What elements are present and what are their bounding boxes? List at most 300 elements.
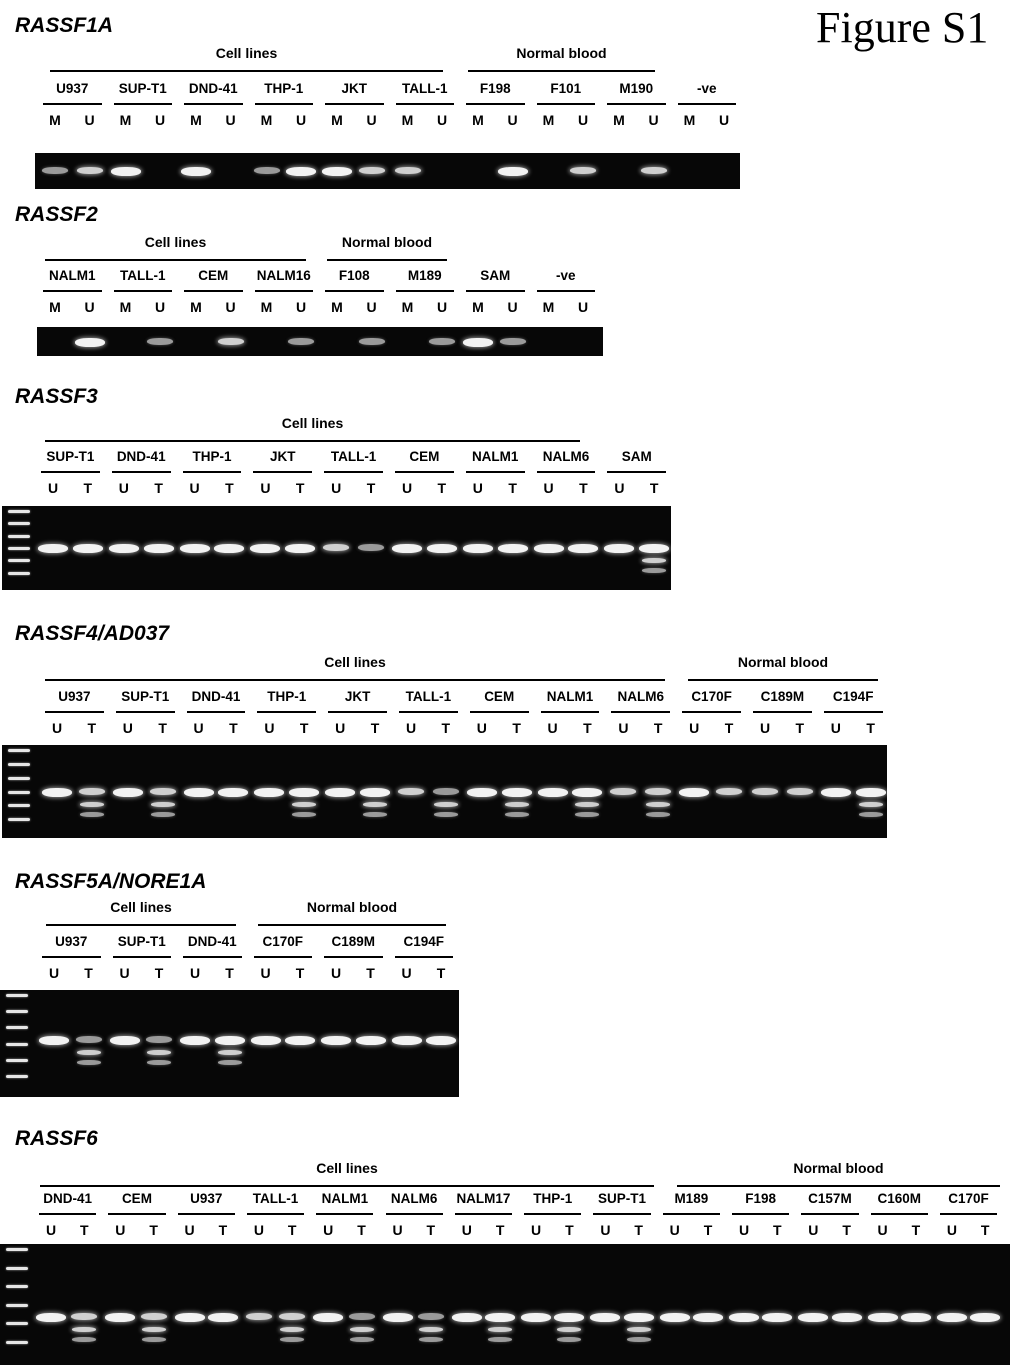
gel-band <box>323 544 349 551</box>
lane-sublabel: U <box>189 965 201 981</box>
lane-sublabel: U <box>193 720 204 736</box>
group-header <box>46 899 236 927</box>
lane-name: JKT <box>344 689 371 704</box>
group-bracket-line <box>50 70 443 72</box>
gel-band <box>142 1337 166 1342</box>
lane-sublabel: U <box>531 1222 542 1238</box>
lane-underline <box>257 711 316 713</box>
ladder-band <box>6 1043 28 1046</box>
lane-header <box>531 449 602 499</box>
lane-sublabel: M <box>401 299 414 315</box>
gel-band <box>292 812 316 817</box>
ladder-band <box>6 1341 28 1344</box>
gel-band <box>246 1313 272 1320</box>
lane-sublabel: U <box>331 480 342 496</box>
gel-band <box>141 1313 167 1320</box>
lane-sublabel: U <box>330 965 342 981</box>
gel-band <box>729 1313 759 1322</box>
lane-sublabel: T <box>83 480 93 496</box>
lane-underline <box>324 956 383 958</box>
gel-band <box>604 544 634 553</box>
lane-name: U937 <box>190 1191 223 1206</box>
lane-sublabel: U <box>366 112 377 128</box>
lane-sublabel: T <box>87 720 97 736</box>
lane-underline <box>466 290 525 292</box>
lane-sublabel: M <box>119 112 132 128</box>
ladder-band <box>6 994 28 997</box>
lane-sublabel: M <box>49 299 61 315</box>
group-header <box>45 234 306 262</box>
lane-name: NALM16 <box>256 268 311 283</box>
lane-underline <box>45 711 104 713</box>
gel-band <box>75 338 105 347</box>
lane-underline <box>43 290 102 292</box>
ladder-band <box>6 1010 28 1013</box>
ladder-band <box>6 1285 28 1288</box>
lane-header <box>380 1191 449 1241</box>
lane-sublabel: U <box>366 299 377 315</box>
panel-title: RASSF5A/NORE1A <box>15 870 207 893</box>
gel-band <box>505 802 529 807</box>
gel-band <box>832 1313 862 1322</box>
lane-sublabel: U <box>225 299 236 315</box>
gel-band <box>292 802 316 807</box>
lane-underline <box>247 1213 304 1215</box>
gel-band <box>488 1327 512 1332</box>
lane-sublabel: T <box>154 480 163 496</box>
gel-band <box>868 1313 898 1322</box>
lane-sublabel: U <box>877 1222 888 1238</box>
ladder-band <box>8 547 30 550</box>
gel-band <box>286 167 316 176</box>
lane-underline <box>178 1213 235 1215</box>
lane-sublabel: U <box>84 112 95 128</box>
lane-name: C170F <box>262 934 304 949</box>
lane-header <box>672 81 743 131</box>
gel-band <box>363 802 387 807</box>
group-label: Cell lines <box>144 234 207 250</box>
group-label: Cell lines <box>281 415 344 431</box>
gel-band <box>752 788 778 795</box>
gel-band <box>646 802 670 807</box>
gel-band <box>77 1060 101 1065</box>
gel-band <box>452 1313 482 1322</box>
group-header <box>50 45 443 73</box>
group-label: Cell lines <box>215 45 278 61</box>
group-label: Normal blood <box>737 654 829 670</box>
lane-header <box>35 449 106 499</box>
lane-name: JKT <box>341 81 367 96</box>
lane-sublabel: M <box>260 112 273 128</box>
ladder-band <box>6 1248 28 1251</box>
gel-band <box>646 812 670 817</box>
lane-sublabel: T <box>495 1222 505 1238</box>
lane-name: SUP-T1 <box>118 81 167 96</box>
lane-name: NALM17 <box>456 1191 511 1206</box>
gel-band <box>572 788 602 797</box>
panel-title: RASSF6 <box>15 1127 98 1150</box>
lane-underline <box>466 103 525 105</box>
lane-header <box>241 1191 310 1241</box>
lane-sublabel: U <box>184 1222 195 1238</box>
lane-underline <box>678 103 737 105</box>
lane-sublabel: U <box>45 1222 57 1238</box>
gel-band <box>821 788 851 797</box>
lane-header <box>33 1191 102 1241</box>
lane-header <box>531 268 602 318</box>
ladder-band <box>8 572 30 575</box>
gel-band <box>110 1036 140 1045</box>
lane-sublabel: M <box>260 299 273 315</box>
lane-header <box>106 449 177 499</box>
lane-name: SUP-T1 <box>46 449 95 464</box>
lane-name: DND-41 <box>188 81 238 96</box>
gel-band <box>557 1327 581 1332</box>
lane-name: TALL-1 <box>120 268 166 283</box>
gel-band <box>429 338 455 345</box>
lane-header <box>310 1191 379 1241</box>
lane-header <box>249 81 320 131</box>
lane-header <box>460 81 531 131</box>
lane-underline <box>116 711 175 713</box>
gel-band <box>349 1313 375 1320</box>
lane-sublabel: T <box>911 1222 921 1238</box>
group-header <box>45 415 580 443</box>
gel-band <box>111 167 141 176</box>
lane-sublabel: T <box>703 1222 713 1238</box>
lane-name: SAM <box>621 449 652 464</box>
lane-header <box>39 689 110 739</box>
lane-sublabel: T <box>84 965 93 981</box>
lane-header <box>587 1191 656 1241</box>
gel-band <box>498 544 528 553</box>
lane-name: NALM1 <box>321 1191 369 1206</box>
lane-header <box>390 268 461 318</box>
group-bracket-line <box>677 1185 1000 1187</box>
lane-sublabel: T <box>426 1222 436 1238</box>
figure-title: Figure S1 <box>816 3 989 52</box>
lane-underline <box>114 103 173 105</box>
gel-band <box>660 1313 690 1322</box>
gel-band <box>642 558 666 563</box>
lane-name: F198 <box>479 81 511 96</box>
gel-band <box>521 1313 551 1322</box>
gel-band <box>427 544 457 553</box>
gel-band <box>463 338 493 347</box>
gel-band <box>360 788 390 797</box>
gel-band <box>419 1327 443 1332</box>
lane-sublabel: U <box>335 720 346 736</box>
group-bracket-line <box>688 679 878 681</box>
lane-name: DND-41 <box>187 934 237 949</box>
lane-header <box>172 1191 241 1241</box>
lane-name: C189M <box>760 689 805 704</box>
gel-band <box>73 544 103 553</box>
gel-band <box>505 812 529 817</box>
gel-band <box>181 167 211 176</box>
lane-sublabel: U <box>808 1222 819 1238</box>
gel-band <box>434 802 458 807</box>
lane-name: DND-41 <box>116 449 166 464</box>
lane-name: F108 <box>338 268 370 283</box>
gel-band <box>42 788 72 797</box>
lane-header <box>247 449 318 499</box>
gel-band <box>38 544 68 553</box>
lane-header <box>605 689 676 739</box>
group-label: Cell lines <box>324 654 386 670</box>
lane-sublabel: M <box>401 112 414 128</box>
gel-image <box>2 745 887 838</box>
group-bracket-line <box>45 259 306 261</box>
gel-band <box>363 812 387 817</box>
lane-sublabel: T <box>579 480 588 496</box>
lane-header <box>393 689 464 739</box>
lane-underline <box>732 1213 789 1215</box>
lane-underline <box>112 471 171 473</box>
gel-band <box>693 1313 723 1322</box>
gel-band <box>359 338 385 345</box>
lane-sublabel: T <box>795 720 805 736</box>
lane-sublabel: M <box>613 112 625 128</box>
gel-band <box>642 568 666 573</box>
lane-underline <box>255 290 314 292</box>
lane-underline <box>470 711 529 713</box>
lane-underline <box>108 1213 165 1215</box>
group-header <box>258 899 446 927</box>
lane-underline <box>541 711 600 713</box>
lane-header <box>36 934 107 984</box>
lane-underline <box>524 1213 581 1215</box>
lane-header <box>531 81 602 131</box>
lane-header <box>747 689 818 739</box>
lane-underline <box>801 1213 858 1215</box>
lane-name: F198 <box>745 1191 777 1206</box>
lane-sublabel: U <box>118 480 129 496</box>
lane-sublabel: U <box>295 299 307 315</box>
gel-band <box>142 1327 166 1332</box>
gel-band <box>568 544 598 553</box>
lane-header <box>818 689 889 739</box>
lane-underline <box>682 711 741 713</box>
gel-band <box>39 1036 69 1045</box>
gel-band <box>538 788 568 797</box>
lane-underline <box>325 103 384 105</box>
gel-band <box>639 544 669 553</box>
lane-header <box>390 81 461 131</box>
gel-band <box>147 1050 171 1055</box>
lane-sublabel: T <box>229 720 238 736</box>
lane-sublabel: U <box>472 480 483 496</box>
lane-underline <box>466 471 525 473</box>
lane-sublabel: U <box>47 480 59 496</box>
lane-sublabel: T <box>773 1222 782 1238</box>
lane-header <box>322 689 393 739</box>
lane-sublabel: T <box>149 1222 158 1238</box>
lane-sublabel: U <box>830 720 841 736</box>
lane-sublabel: T <box>436 965 446 981</box>
ladder-band <box>8 763 30 766</box>
gel-band <box>498 167 528 176</box>
lane-sublabel: U <box>253 1222 264 1238</box>
lane-header <box>464 689 535 739</box>
lane-underline <box>254 956 313 958</box>
lane-sublabel: T <box>218 1222 228 1238</box>
lane-sublabel: U <box>154 299 166 315</box>
gel-band <box>356 1036 386 1045</box>
lane-sublabel: T <box>158 720 167 736</box>
gel-band <box>175 1313 205 1322</box>
panel-title: RASSF2 <box>15 203 98 226</box>
gel-band <box>208 1313 238 1322</box>
group-header <box>468 45 655 73</box>
lane-name: CEM <box>198 268 229 283</box>
lane-name: THP-1 <box>533 1191 573 1206</box>
lane-sublabel: U <box>436 299 448 315</box>
group-header <box>688 654 878 682</box>
gel-band <box>433 788 459 795</box>
lane-header <box>535 689 606 739</box>
lane-header <box>601 449 672 499</box>
ladder-band <box>8 535 30 538</box>
lane-sublabel: T <box>842 1222 851 1238</box>
lane-name: C170F <box>691 689 732 704</box>
lane-name: SAM <box>480 268 511 283</box>
lane-header <box>37 268 108 318</box>
lane-name: NALM6 <box>390 1191 438 1206</box>
lane-underline <box>386 1213 443 1215</box>
lane-sublabel: U <box>547 720 558 736</box>
lane-underline <box>396 103 455 105</box>
gel-band <box>218 1050 242 1055</box>
gel-band <box>285 544 315 553</box>
lane-header <box>657 1191 726 1241</box>
lane-underline <box>328 711 387 713</box>
lane-header <box>251 689 322 739</box>
lane-underline <box>396 290 455 292</box>
gel-band <box>76 1036 102 1043</box>
lane-sublabel: U <box>405 720 417 736</box>
lane-sublabel: T <box>299 720 309 736</box>
lane-sublabel: U <box>946 1222 957 1238</box>
gel-band <box>500 338 526 345</box>
lane-sublabel: T <box>724 720 734 736</box>
gel-band <box>590 1313 620 1322</box>
lane-sublabel: U <box>577 299 589 315</box>
lane-sublabel: M <box>472 112 484 128</box>
lane-sublabel: T <box>225 965 234 981</box>
lane-name: NALM1 <box>546 689 594 704</box>
lane-sublabel: T <box>225 480 234 496</box>
lane-header <box>107 934 178 984</box>
gel-band <box>798 1313 828 1322</box>
lane-sublabel: M <box>542 112 555 128</box>
lane-header <box>37 81 108 131</box>
lane-underline <box>537 290 596 292</box>
lane-underline <box>399 711 458 713</box>
gel-band <box>289 788 319 797</box>
gel-band <box>624 1313 654 1322</box>
lane-sublabel: U <box>115 1222 126 1238</box>
ladder-band <box>8 522 30 525</box>
panel-5 <box>0 1127 1024 1369</box>
lane-sublabel: U <box>189 480 200 496</box>
lane-sublabel: U <box>154 112 166 128</box>
panel-title: RASSF4/AD037 <box>15 622 170 645</box>
gel-band <box>180 544 210 553</box>
group-bracket-line <box>46 924 236 926</box>
lane-underline <box>41 471 100 473</box>
gel-band <box>151 812 175 817</box>
lane-underline <box>113 956 172 958</box>
lane-underline <box>537 103 596 105</box>
lane-sublabel: M <box>542 299 555 315</box>
lane-header <box>178 268 249 318</box>
lane-header <box>108 268 179 318</box>
gel-band <box>71 1313 97 1320</box>
gel-band <box>488 1337 512 1342</box>
lane-sublabel: T <box>634 1222 643 1238</box>
lane-underline <box>455 1213 512 1215</box>
ladder-band <box>8 510 30 513</box>
lane-name: NALM6 <box>617 689 665 704</box>
lane-name: TALL-1 <box>405 689 452 704</box>
lane-sublabel: M <box>49 112 61 128</box>
lane-name: C160M <box>877 1191 921 1206</box>
lane-underline <box>611 711 670 713</box>
ladder-band <box>8 749 30 752</box>
lane-name: M189 <box>407 268 442 283</box>
lane-underline <box>184 103 243 105</box>
lane-name: THP-1 <box>264 81 304 96</box>
group-label: Normal blood <box>306 899 398 915</box>
gel-band <box>463 544 493 553</box>
lane-header <box>177 449 248 499</box>
gel-band <box>80 802 104 807</box>
lane-underline <box>537 471 596 473</box>
gel-band <box>641 167 667 174</box>
lane-sublabel: U <box>600 1222 611 1238</box>
gel-band <box>251 1036 281 1045</box>
lane-name: F101 <box>550 81 582 96</box>
gel-band <box>554 1313 584 1322</box>
gel-band <box>250 544 280 553</box>
group-bracket-line <box>468 70 655 72</box>
gel-band <box>109 544 139 553</box>
lane-sublabel: U <box>614 480 625 496</box>
group-header <box>45 654 665 682</box>
gel-band <box>79 788 105 795</box>
lane-name: U937 <box>56 81 89 96</box>
gel-band <box>180 1036 210 1045</box>
ladder-band <box>6 1322 28 1325</box>
lane-sublabel: T <box>357 1222 366 1238</box>
gel-band <box>358 544 384 551</box>
lane-name: TALL-1 <box>330 449 377 464</box>
lane-header <box>726 1191 795 1241</box>
lane-underline <box>607 471 666 473</box>
group-header <box>677 1160 1000 1188</box>
lane-name: SUP-T1 <box>598 1191 647 1206</box>
gel-band <box>254 167 280 174</box>
ladder-band <box>6 1075 28 1078</box>
lane-sublabel: T <box>80 1222 89 1238</box>
gel-band <box>392 1036 422 1045</box>
lane-header <box>319 268 390 318</box>
gel-band <box>557 1337 581 1342</box>
gel-band <box>36 1313 66 1322</box>
lane-underline <box>183 471 242 473</box>
lane-sublabel: U <box>543 480 554 496</box>
